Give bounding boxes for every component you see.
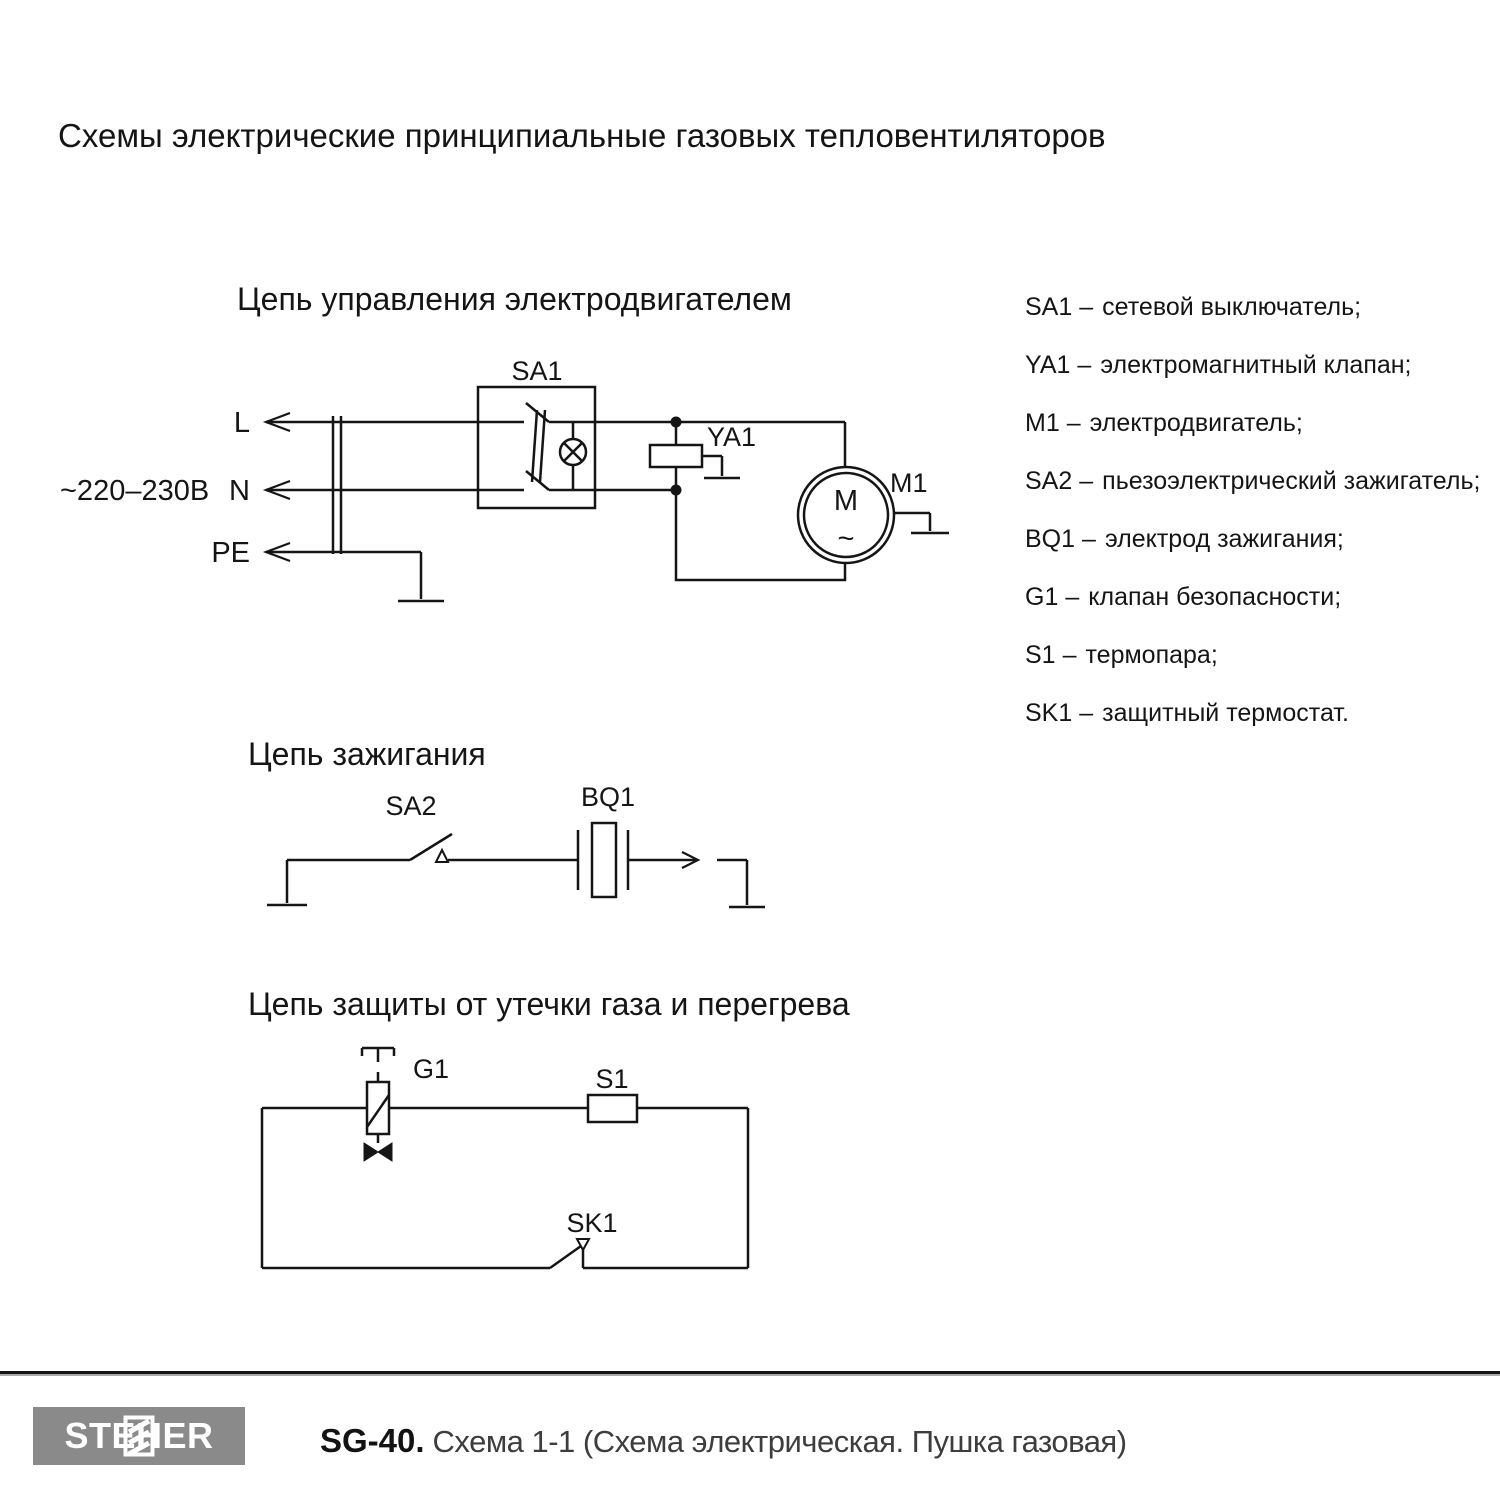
sa2-label: SA2 xyxy=(385,791,437,821)
legend-desc: электрод зажигания; xyxy=(1104,525,1344,553)
legend-code: BQ1 xyxy=(1025,525,1076,553)
legend-item-ya1 xyxy=(1025,351,1480,380)
legend-item-g1 xyxy=(1025,583,1480,612)
scheme-caption: Схема 1-1 (Схема электрическая. Пушка газовая) xyxy=(432,1424,1127,1459)
legend-separator: – xyxy=(1079,293,1094,321)
s1-thermocouple-symbol xyxy=(588,1095,637,1122)
legend-desc: сетевой выключатель; xyxy=(1102,293,1362,321)
legend-item-bq1 xyxy=(1025,525,1480,554)
model-number: SG-40. xyxy=(320,1422,425,1459)
legend xyxy=(1025,293,1480,757)
legend-code: YA1 xyxy=(1025,351,1071,379)
legend-desc: пьезоэлектрический зажигатель; xyxy=(1102,467,1481,495)
legend-desc: защитный термостат. xyxy=(1102,699,1349,727)
motor-circuit-title: Цепь управления электродвигателем xyxy=(237,281,792,317)
legend-desc: термопара; xyxy=(1085,641,1218,669)
ignition-circuit-title: Цепь зажигания xyxy=(248,736,486,772)
legend-item-sa1 xyxy=(1025,293,1480,322)
legend-code: SA2 xyxy=(1025,467,1073,495)
legend-item-sa2 xyxy=(1025,467,1480,496)
legend-item-sk1 xyxy=(1025,699,1480,728)
legend-desc: электромагнитный клапан; xyxy=(1100,351,1412,379)
g1-label: G1 xyxy=(413,1054,450,1084)
bq1-label: BQ1 xyxy=(580,782,636,812)
legend-desc: клапан безопасности; xyxy=(1088,583,1342,611)
protection-circuit-title: Цепь защиты от утечки газа и перегрева xyxy=(248,986,850,1022)
protection-loop-wiring xyxy=(262,1108,748,1268)
wire-label-l: L xyxy=(233,407,250,439)
legend-separator: – xyxy=(1082,525,1096,553)
steher-logo-icon xyxy=(123,1415,155,1457)
legend-code: S1 xyxy=(1025,641,1056,669)
sa1-label: SA1 xyxy=(511,356,563,386)
page-title: Схемы электрические принципиальные газовых тепловентиляторов xyxy=(58,117,1106,154)
ya1-label: YA1 xyxy=(707,422,757,452)
protection-circuit-diagram xyxy=(230,970,960,1320)
legend-code: G1 xyxy=(1025,583,1059,611)
footer-caption-row xyxy=(320,1422,1127,1460)
footer-divider xyxy=(0,1371,1500,1376)
legend-separator: – xyxy=(1065,583,1080,611)
motor-ac-symbol: ~ xyxy=(837,523,855,555)
wire-label-pe: PE xyxy=(211,537,250,569)
legend-separator: – xyxy=(1066,409,1081,437)
sa1-switch-symbol xyxy=(478,387,595,508)
legend-separator: – xyxy=(1079,699,1094,727)
s1-label: S1 xyxy=(595,1064,629,1094)
motor-letter: M xyxy=(833,485,859,517)
legend-separator: – xyxy=(1062,641,1077,669)
legend-item-m1 xyxy=(1025,409,1480,438)
m1-label: M1 xyxy=(890,468,928,498)
wire-label-n: N xyxy=(229,475,250,507)
legend-desc: электродвигатель; xyxy=(1089,409,1303,437)
voltage-label: ~220–230В xyxy=(60,475,210,507)
ignition-circuit-diagram xyxy=(230,720,830,960)
bq1-electrode-symbol xyxy=(578,823,765,907)
sk1-label: SK1 xyxy=(566,1208,618,1238)
legend-item-s1 xyxy=(1025,641,1480,670)
mains-input-arrows xyxy=(266,413,478,601)
sk1-thermostat-symbol xyxy=(550,1239,589,1268)
sa2-igniter-switch-symbol xyxy=(267,834,578,905)
brand-name: STEHER xyxy=(64,1415,214,1456)
g1-safety-valve-symbol xyxy=(362,1048,394,1161)
legend-code: M1 xyxy=(1025,409,1060,437)
legend-code: SA1 xyxy=(1025,293,1073,321)
legend-separator: – xyxy=(1077,351,1092,379)
steher-logo xyxy=(33,1407,245,1465)
legend-separator: – xyxy=(1079,467,1094,495)
legend-code: SK1 xyxy=(1025,699,1073,727)
motor-control-circuit-diagram xyxy=(0,260,980,680)
